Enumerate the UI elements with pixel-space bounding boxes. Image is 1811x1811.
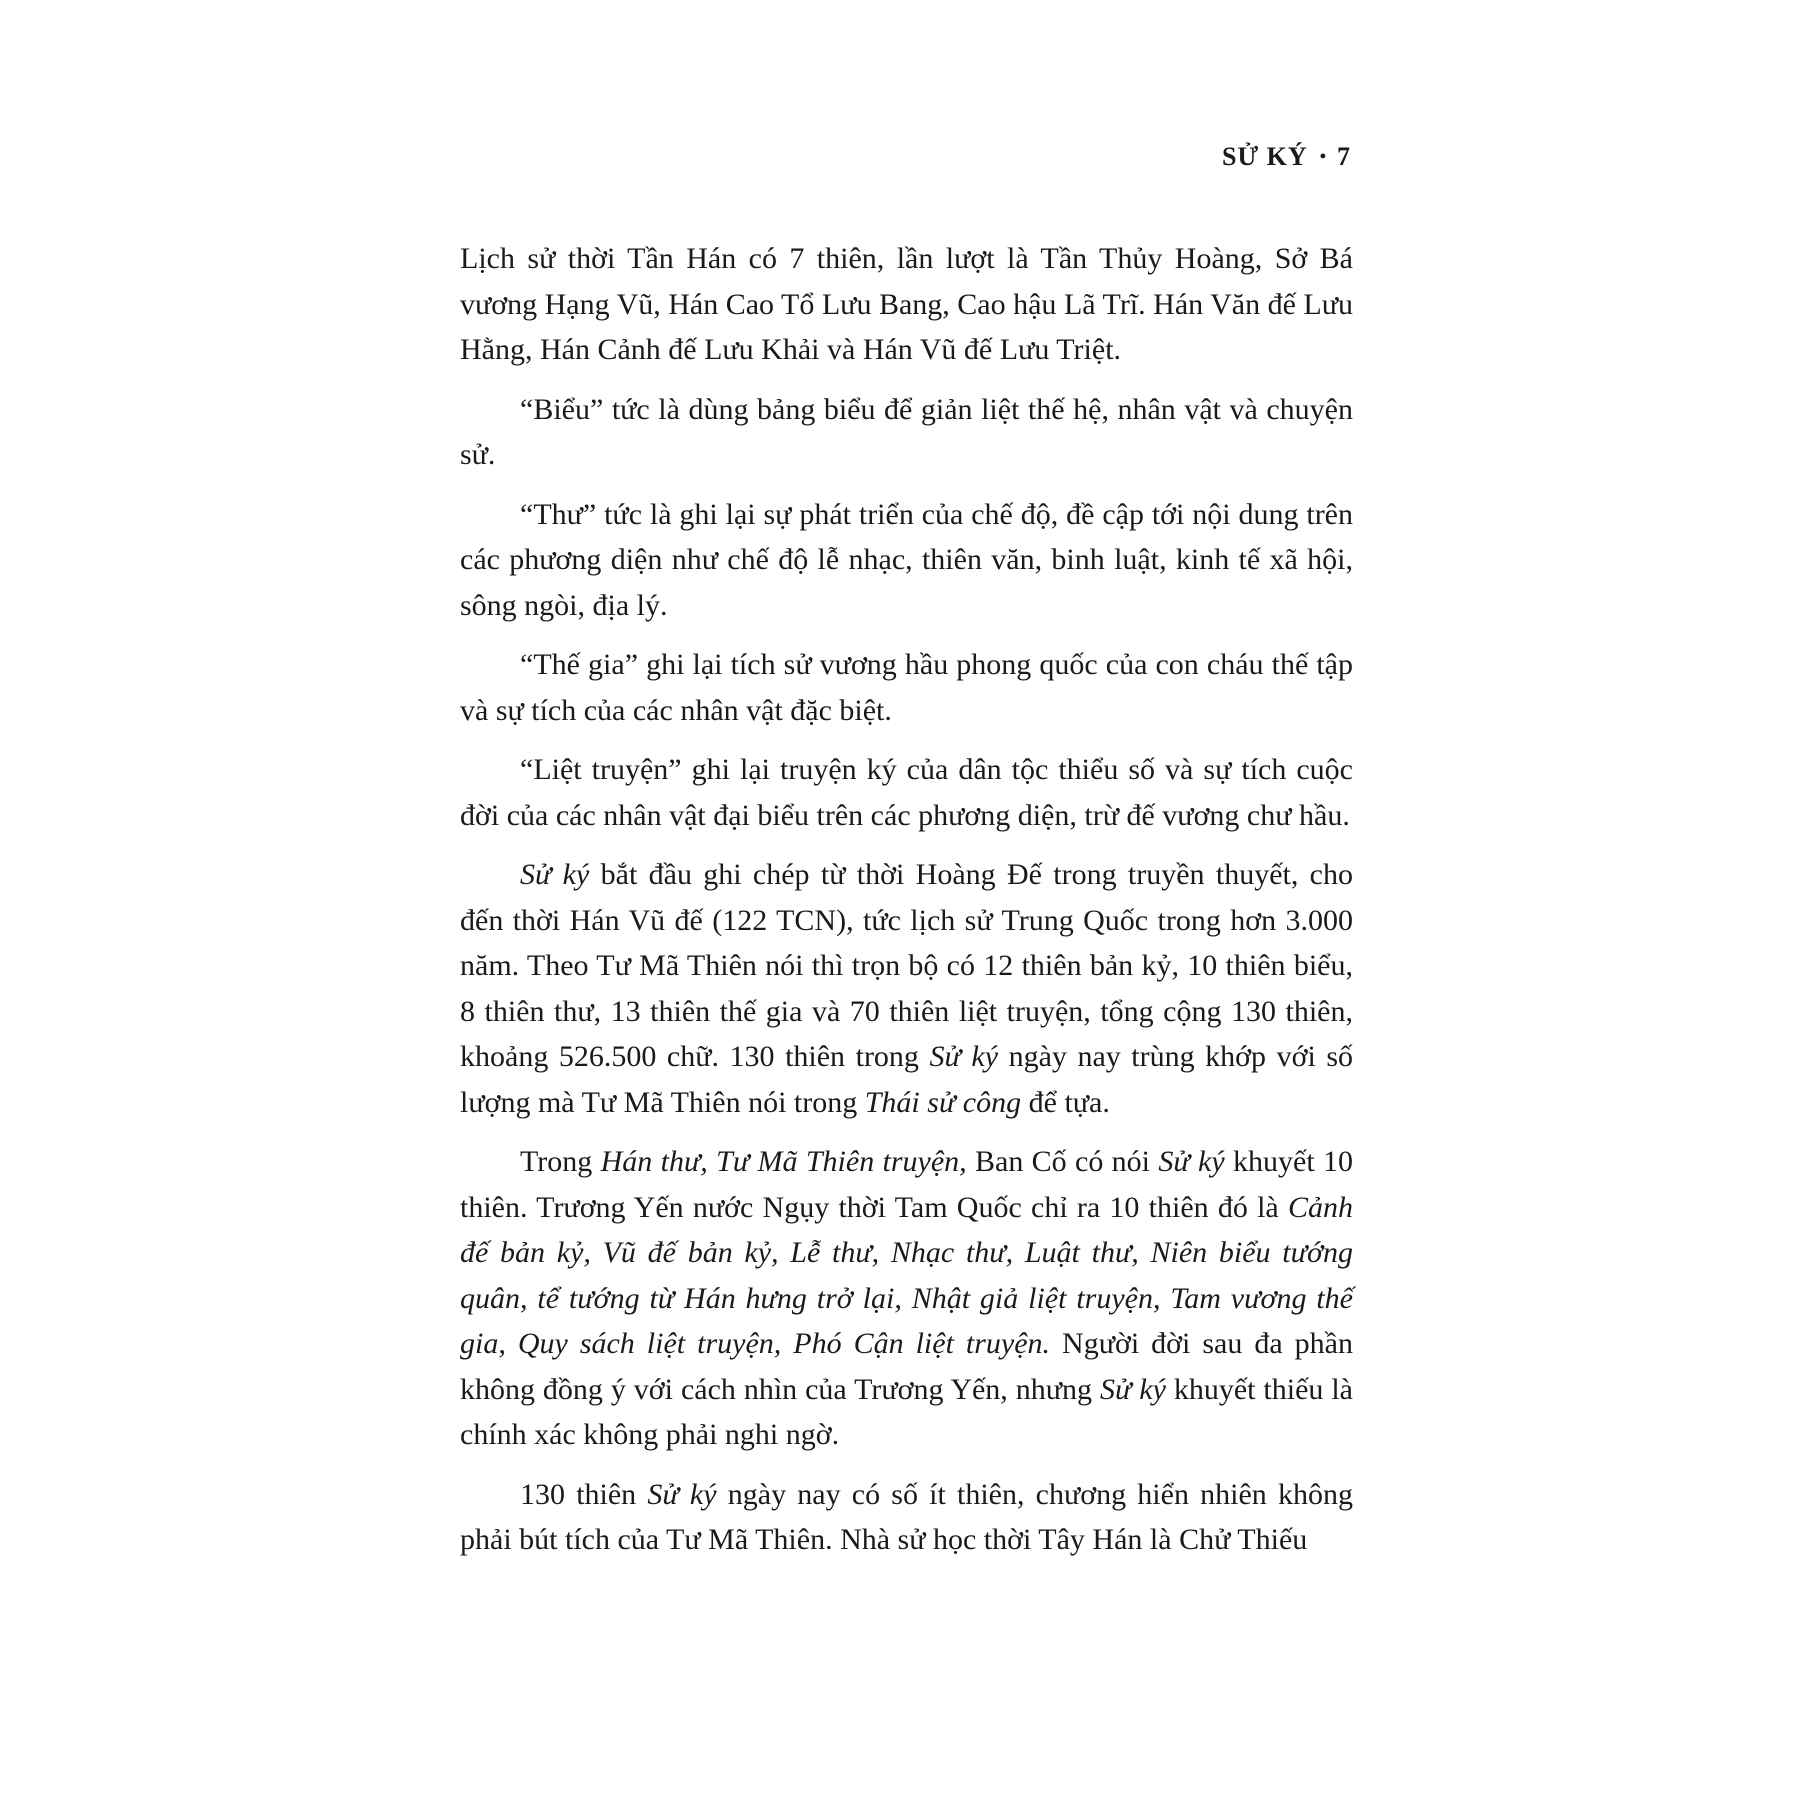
text-run: “Liệt truyện” ghi lại truyện ký của dân tộc thiểu số và sự tích cuộc đời của các nhân vật đại biểu trên các phương diện, trừ đế vương chư hầu. <box>460 753 1353 832</box>
italic-run: Sử ký <box>929 1040 999 1073</box>
bullet-separator: • <box>1319 146 1327 166</box>
italic-run: Sử ký <box>647 1477 717 1511</box>
text-run: khuyết 10 thiên. Trương Yến nước Ngụy thời Tam Quốc chỉ ra 10 thiên đó là <box>460 1145 1354 1224</box>
text-run: ngày nay trùng khớp với số lượng mà Tư Mã Thiên nói trong <box>460 1040 1353 1119</box>
text-run: khuyết thiếu là chính xác không phải nghi ngờ. <box>460 1372 1353 1451</box>
text-run: “Thế gia” ghi lại tích sử vương hầu phong quốc của con cháu thế tập và sự tích của các nhân vật đặc biệt. <box>460 648 1353 727</box>
paragraph <box>460 852 1353 1125</box>
italic-run: Thái sử công <box>864 1085 1022 1119</box>
italic-run: Hán thư, Tư Mã Thiên truyện, <box>600 1145 967 1178</box>
italic-run: Sử ký <box>1158 1145 1225 1178</box>
italic-run: Sử ký <box>520 858 590 891</box>
text-run: 130 thiên <box>520 1477 648 1511</box>
book-title: SỬ KÝ <box>1222 142 1308 171</box>
paragraph <box>460 642 1353 733</box>
text-run: Lịch sử thời Tần Hán có 7 thiên, lần lượt là Tần Thủy Hoàng, Sở Bá vương Hạng Vũ, Hán Cao Tổ Lưu Bang, Cao hậu Lã Trĩ. Hán Văn đế Lưu Hằng, Hán Cảnh đế Lưu Khải và Hán Vũ đế Lưu Triệt. <box>460 242 1353 366</box>
paragraph <box>460 1139 1353 1458</box>
text-run: “Biểu” tức là dùng bảng biểu để giản liệt thế hệ, nhân vật và chuyện sử. <box>460 392 1353 471</box>
page-number: 7 <box>1337 142 1351 171</box>
text-run: “Thư” tức là ghi lại sự phát triển của chế độ, đề cập tới nội dung trên các phương diện như chế độ lễ nhạc, thiên văn, binh luật, kinh tế xã hội, sông ngòi, địa lý. <box>460 497 1353 622</box>
paragraph <box>460 492 1353 629</box>
paragraph <box>460 236 1353 373</box>
text-run: bắt đầu ghi chép từ thời Hoàng Đế trong truyền thuyết, cho đến thời Hán Vũ đế (122 TCN), tức lịch sử Trung Quốc trong hơn 3.000 năm. Theo Tư Mã Thiên nói thì trọn bộ có 12 thiên bản kỷ, 10 thiên biểu, 8 thiên thư, 13 thiên thế gia và 70 thiên liệt truyện, tổng cộng 130 thiên, khoảng 526.500 chữ. 130 thiên trong <box>460 858 1353 1073</box>
text-run: Trong <box>520 1145 601 1178</box>
paragraph <box>460 747 1353 838</box>
text-run: ngày nay có số ít thiên, chương hiển nhiên không phải bút tích của Tư Mã Thiên. Nhà sử học thời Tây Hán là Chử Thiếu <box>460 1477 1353 1556</box>
text-run: để tựa. <box>1021 1085 1110 1119</box>
paragraph <box>460 1472 1353 1563</box>
text-run: Người đời sau đa phần không đồng ý với cách nhìn của Trương Yến, nhưng <box>460 1327 1354 1406</box>
italic-run: Sử ký <box>1099 1372 1166 1406</box>
paragraph <box>460 387 1353 478</box>
body-text <box>460 236 1353 1577</box>
italic-run: Cảnh đế bản kỷ, Vũ đế bản kỷ, Lễ thư, Nhạc thư, Luật thư, Niên biểu tướng quân, tể tướng từ Hán hưng trở lại, Nhật giả liệt truyện, Tam vương thế gia, Quy sách liệt truyện, Phó Cận liệt truyện. <box>460 1190 1353 1360</box>
text-run: Ban Cố có nói <box>966 1145 1159 1178</box>
running-header <box>1222 142 1351 172</box>
